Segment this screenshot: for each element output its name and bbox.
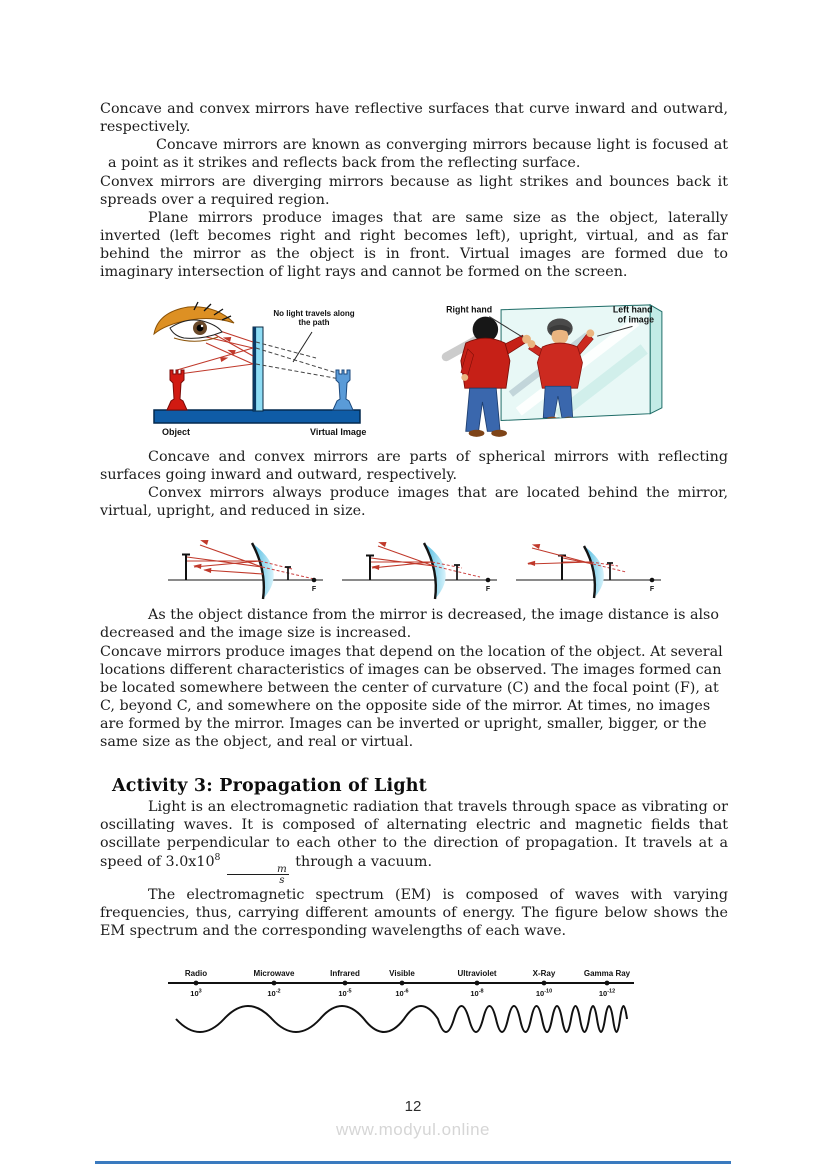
object-rook	[167, 370, 187, 410]
figure-row-plane-mirror	[144, 296, 728, 448]
object-label: Object	[162, 426, 191, 437]
chirp-wave	[176, 1006, 627, 1032]
watermark: www.modyul.online	[335, 1120, 490, 1139]
paragraph-convex-images: Convex mirrors always produce images that are located behind the mirror, virtual, upright, and reduced in size.	[100, 484, 728, 520]
focal-point	[486, 578, 491, 583]
paragraph-object-distance: As the object distance from the mirror is decreased, the image distance is also decreased and the image size is increased.	[100, 607, 719, 642]
meters-per-second-fraction: $\frac{m}{s}$	[227, 864, 289, 887]
spectrum-band-labels	[185, 969, 631, 978]
svg-text:10-5: $10^{-5}$	[338, 988, 352, 998]
virtual-rays	[256, 342, 340, 379]
focal-point	[650, 578, 655, 583]
spectrum-wavelength-values	[190, 988, 615, 998]
band-label-ultraviolet: Ultraviolet	[457, 968, 497, 978]
svg-text:10-10: $10^{-10}$	[535, 988, 553, 998]
svg-text:10-8: $10^{-8}$	[470, 988, 484, 998]
band-label-gammaray: Gamma Ray	[583, 968, 631, 978]
band-label-visible: Visible	[389, 968, 415, 978]
convex-ray-diagram-3	[514, 538, 664, 606]
figure-row-convex-diagrams	[166, 538, 728, 606]
band-label-microwave: Microwave	[253, 968, 295, 978]
bottom-rule	[95, 1161, 731, 1164]
eye-illustration	[154, 302, 234, 341]
virtual-image-label: Virtual Image	[310, 426, 367, 437]
virtual-image-rook	[333, 370, 353, 410]
ground-bar	[154, 410, 360, 423]
left-hand-label-line2: of image	[617, 314, 655, 325]
paragraph-spherical-mirrors: Concave and convex mirrors are parts of spherical mirrors with reflecting surfaces going inward and outward, respectively.	[100, 448, 728, 483]
paragraph-plane-mirrors: Plane mirrors produce images that are same size as the object, laterally inverted (left becomes right and right becomes left), upright, virtual, and as far behind the mirror as the object is in front. Virtual images are formed due to imaginary intersection of light rays and cannot be formed on the screen.	[100, 209, 728, 281]
svg-text:103: $10^3$	[190, 988, 202, 998]
paragraph-light-em-radiation	[100, 798, 728, 886]
focal-point	[312, 578, 317, 583]
paragraph-convex-diverging: Convex mirrors are diverging mirrors because as light strikes and bounces back it spreads over a required region.	[100, 173, 728, 208]
right-hand-label: Right hand	[446, 304, 493, 315]
em-spectrum-figure	[162, 967, 642, 1039]
convex-ray-diagram-2	[340, 538, 500, 606]
focal-label: F	[311, 586, 317, 594]
paragraph-mirrors-intro: Concave and convex mirrors have reflective surfaces that curve inward and outward, respectively.	[100, 101, 728, 136]
focal-label: F	[485, 586, 491, 594]
paragraph-concave-image-locations: Concave mirrors produce images that depend on the location of the object. At several locations different characteristics of images can be observed. The images formed can be located somewhere between the center of curvature (C) and the focal point (F), at C, beyond C, and somewhere on the opposite side of the mirror. At times, no images are formed by the mirror. Images can be inverted or upright, smaller, bigger, or the same size as the object, and real or virtual.	[100, 643, 723, 751]
svg-text:10-6: $10^{-6}$	[395, 988, 409, 998]
rays	[371, 546, 434, 568]
convex-ray-diagram-1	[166, 538, 326, 606]
rays	[528, 548, 593, 564]
band-label-infrared: Infrared	[330, 968, 360, 978]
left-hand-label-line1: Left hand	[612, 304, 653, 315]
rays	[187, 545, 263, 574]
focal-label: F	[649, 586, 655, 594]
band-label-xray: X-Ray	[532, 968, 556, 978]
svg-text:10-12: $10^{-12}$	[598, 988, 616, 998]
band-label-radio: Radio	[184, 968, 208, 978]
person-mirror-diagram	[438, 296, 673, 448]
paragraph-em-spectrum: The electromagnetic spectrum (EM) is composed of waves with varying frequencies, thus, carrying different amounts of energy. The figure below shows the EM spectrum and the corresponding wavelengths of each wave.	[100, 887, 728, 940]
no-light-label-line1: No light travels along	[273, 308, 355, 318]
mirror-glass	[253, 327, 263, 411]
plane-mirror-diagram	[144, 296, 416, 448]
svg-text:10-2: $10^{-2}$	[267, 988, 281, 998]
figure-row-em-spectrum	[162, 967, 728, 1039]
paragraph-concave-converging: Concave mirrors are known as converging mirrors because light is focused at a point as it strikes and reflects back from the reflecting surface.	[108, 137, 728, 172]
no-light-label-line2: the path	[298, 317, 330, 327]
p9-text-end: through a vacuum.	[290, 853, 432, 870]
label-pointer-line	[293, 332, 312, 362]
page-number: 12	[404, 1098, 422, 1115]
speed-exponent: 8	[214, 852, 221, 864]
p9-text-start: Light is an electromagnetic radiation that travels through space as vibrating or oscillating waves. It is composed of alternating electric and magnetic fields that oscillate perpendicular to each other to the direction of propagation. It travels at a speed of 3.0x10	[100, 798, 728, 870]
activity-heading: Activity 3: Propagation of Light	[112, 776, 427, 797]
